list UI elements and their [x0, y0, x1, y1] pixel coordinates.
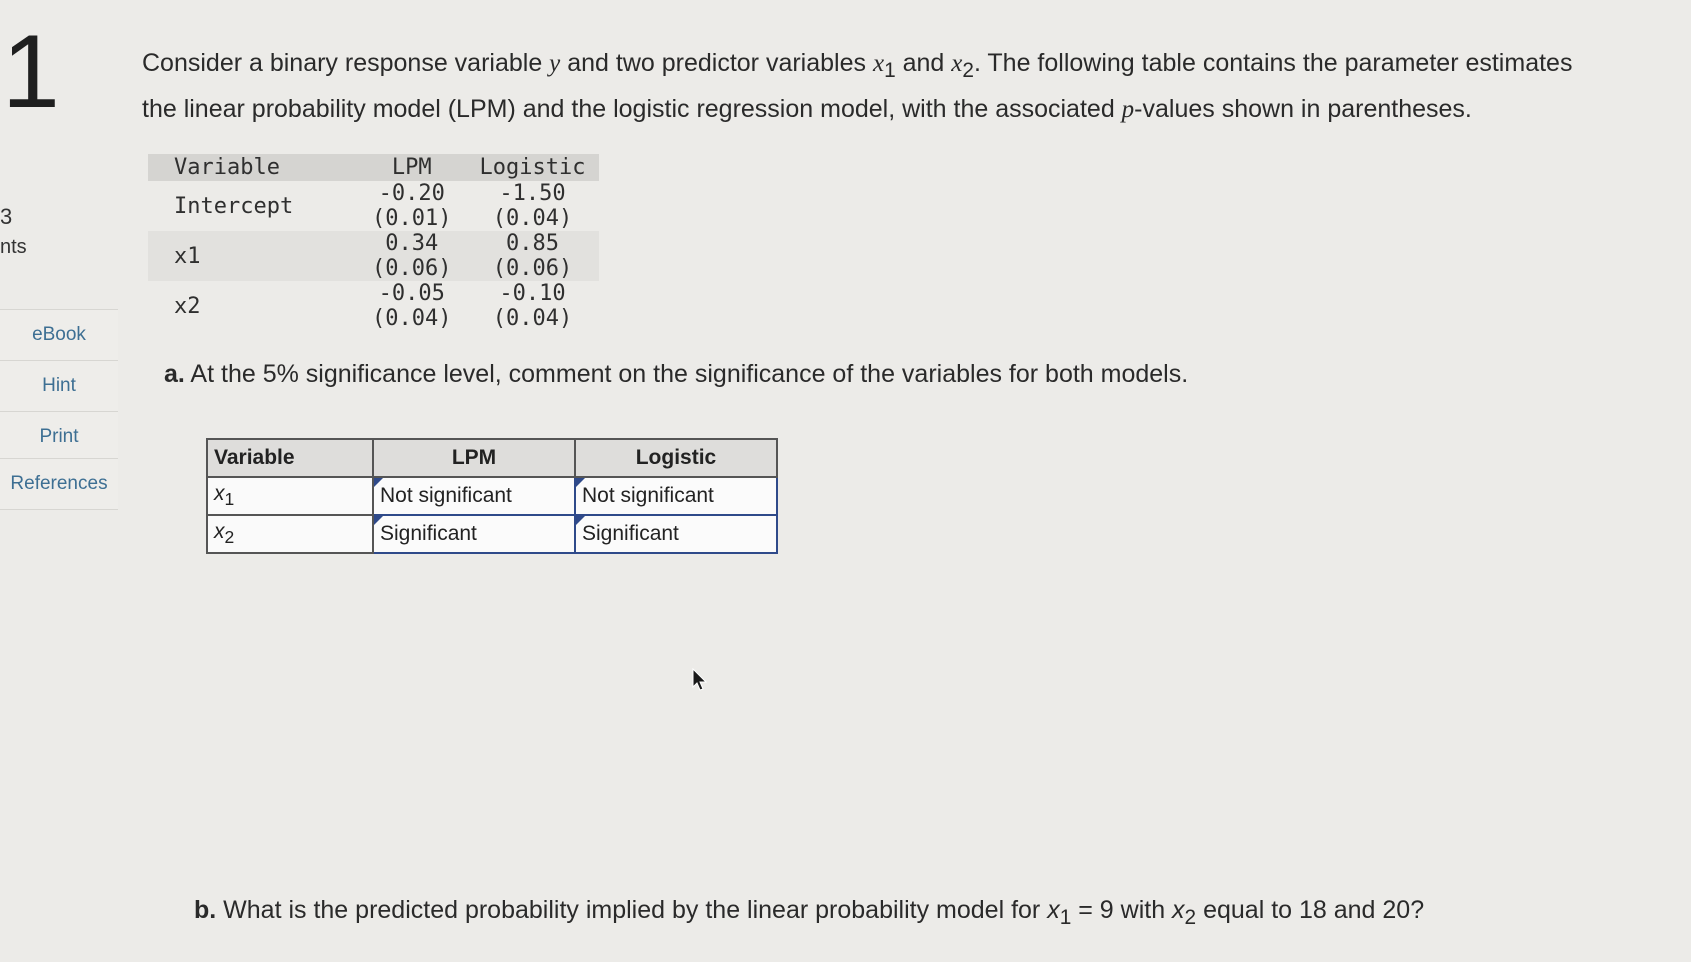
part-b-question: b. What is the predicted probability implied by the linear probability model for $x_1 = 9$ with $x_2$ equal to 18 and 20? — [194, 896, 1425, 929]
logistic-x2-dropdown[interactable]: Significant — [575, 515, 777, 553]
print-button[interactable]: Print — [0, 411, 118, 463]
points-value: 3 — [0, 204, 13, 229]
col-header-logistic: Logistic — [465, 154, 599, 181]
question-prompt: Consider a binary response variable y and two predictor variables $x_1$ and $x_2$. The following table contains the parameter estimates the linear probability model (LPM) and the logistic regression model, with the associated p-values shown in parentheses. — [142, 49, 1573, 123]
table-row — [148, 231, 599, 256]
parameter-estimates-table — [148, 154, 599, 331]
table-row — [148, 281, 599, 306]
col-header-lpm: LPM — [358, 154, 465, 181]
logistic-pvalue: (0.04) — [492, 206, 573, 231]
lpm-estimate: 0.34 — [358, 231, 465, 256]
answer-header-variable: Variable — [207, 439, 373, 477]
var-name: x1 — [148, 231, 358, 281]
table-row — [207, 477, 777, 515]
lpm-x2-dropdown[interactable]: Significant — [373, 515, 575, 553]
ebook-button[interactable]: eBook — [0, 309, 118, 361]
lpm-estimate: -0.05 — [378, 281, 445, 306]
answer-header-lpm: LPM — [373, 439, 575, 477]
question-number: 1 — [2, 14, 60, 130]
table-row — [207, 515, 777, 553]
references-button[interactable]: References — [0, 458, 118, 510]
answer-header-logistic: Logistic — [575, 439, 777, 477]
hint-button[interactable]: Hint — [0, 360, 118, 412]
var-name: Intercept — [174, 193, 294, 219]
var-name: x2 — [174, 293, 201, 319]
logistic-pvalue: (0.04) — [492, 306, 573, 331]
part-a-question: a. At the 5% significance level, comment on the significance of the variables for both models. — [164, 360, 1189, 388]
answer-var-x2: $x_2$ — [207, 515, 373, 553]
lpm-pvalue: (0.01) — [372, 206, 452, 231]
logistic-estimate: 0.85 — [465, 231, 599, 256]
table-row — [148, 181, 599, 206]
logistic-estimate: -0.10 — [499, 281, 566, 306]
points-label: nts — [0, 236, 27, 258]
answer-var-x1: $x_1$ — [207, 477, 373, 515]
mouse-pointer-icon — [692, 668, 708, 692]
lpm-estimate: -0.20 — [378, 181, 445, 206]
lpm-pvalue: (0.04) — [372, 306, 452, 331]
logistic-estimate: -1.50 — [499, 181, 566, 206]
col-header-variable: Variable — [148, 154, 358, 181]
lpm-pvalue: (0.06) — [358, 256, 465, 281]
lpm-x1-dropdown[interactable]: Not significant — [373, 477, 575, 515]
logistic-x1-dropdown[interactable]: Not significant — [575, 477, 777, 515]
significance-answer-table — [206, 438, 778, 554]
logistic-pvalue: (0.06) — [465, 256, 599, 281]
